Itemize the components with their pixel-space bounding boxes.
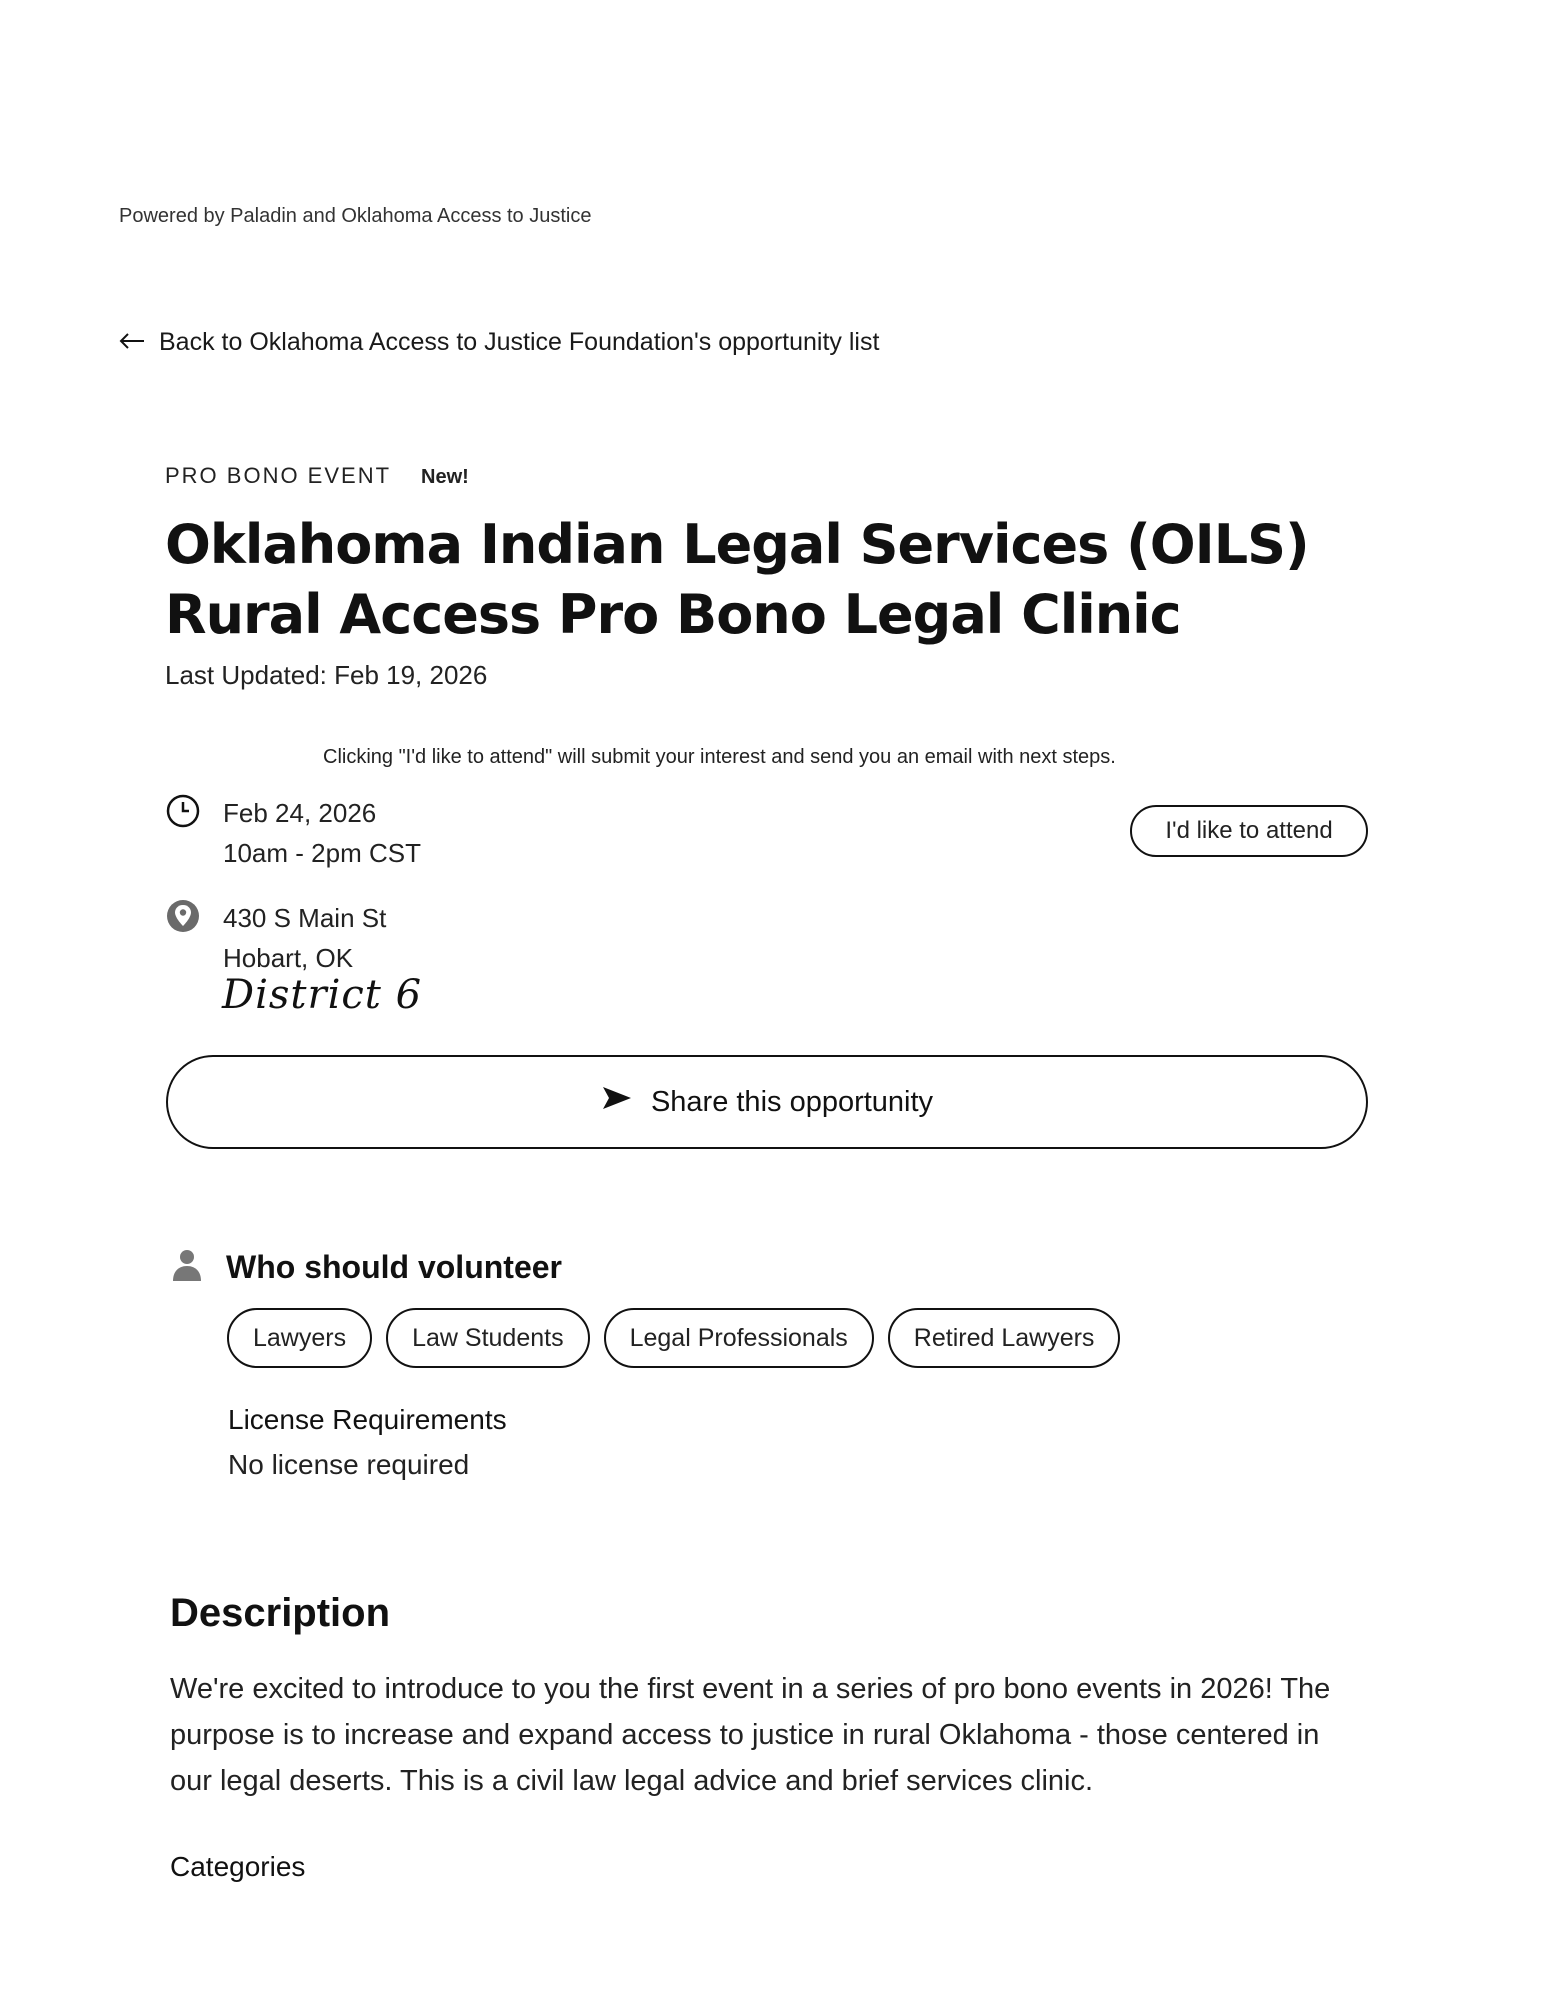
event-type-label: PRO BONO EVENT [165,463,392,488]
last-updated: Last Updated: Feb 19, 2026 [165,660,488,690]
who-should-volunteer-heading [170,1247,562,1288]
who-heading-text: Who should volunteer [226,1249,562,1285]
attend-button[interactable]: I'd like to attend [1130,805,1368,857]
address-line-2: Hobart, OK [223,943,354,973]
handwritten-note: District 6 [222,972,423,1018]
tag-law-students: Law Students [386,1308,590,1368]
page-title: Oklahoma Indian Legal Services (OILS) Rural Access Pro Bono Legal Clinic [165,513,1309,646]
license-requirements-value: No license required [228,1449,470,1480]
tag-legal-professionals: Legal Professionals [604,1308,874,1368]
address-line-1: 430 S Main St [223,903,387,933]
map-pin-icon [165,898,201,934]
back-link-label: Back to Oklahoma Access to Justice Foundation's opportunity list [159,328,880,356]
attend-notice: Clicking "I'd like to attend" will submit your interest and send you an email with next steps. [323,746,1116,768]
categories-heading: Categories [170,1851,306,1882]
volunteer-tags [227,1308,1120,1368]
clock-icon [165,793,201,829]
share-button-label: Share this opportunity [650,1085,934,1118]
event-eyebrow [165,463,469,489]
person-icon [170,1247,204,1288]
tag-retired-lawyers: Retired Lawyers [888,1308,1121,1368]
event-location [165,898,386,978]
event-time: 10am - 2pm CST [223,838,421,868]
new-badge: New! [421,466,469,488]
event-datetime [165,793,421,873]
description-heading: Description [170,1591,391,1635]
event-date: Feb 24, 2026 [223,798,377,828]
share-button[interactable] [166,1055,1368,1149]
arrow-left-icon [119,328,145,357]
back-to-list-link[interactable] [119,328,879,357]
description-body: We're excited to introduce to you the first event in a series of pro bono events in 2026! The purpose is to increase and expand access to justice in rural Oklahoma - those centered in our legal deserts. This is a civil law legal advice and brief services clinic. [170,1673,1331,1797]
tag-lawyers: Lawyers [227,1308,372,1368]
license-requirements-label: License Requirements [228,1404,507,1435]
powered-by-text: Powered by Paladin and Oklahoma Access to Justice [119,205,592,227]
send-icon [601,1085,633,1119]
